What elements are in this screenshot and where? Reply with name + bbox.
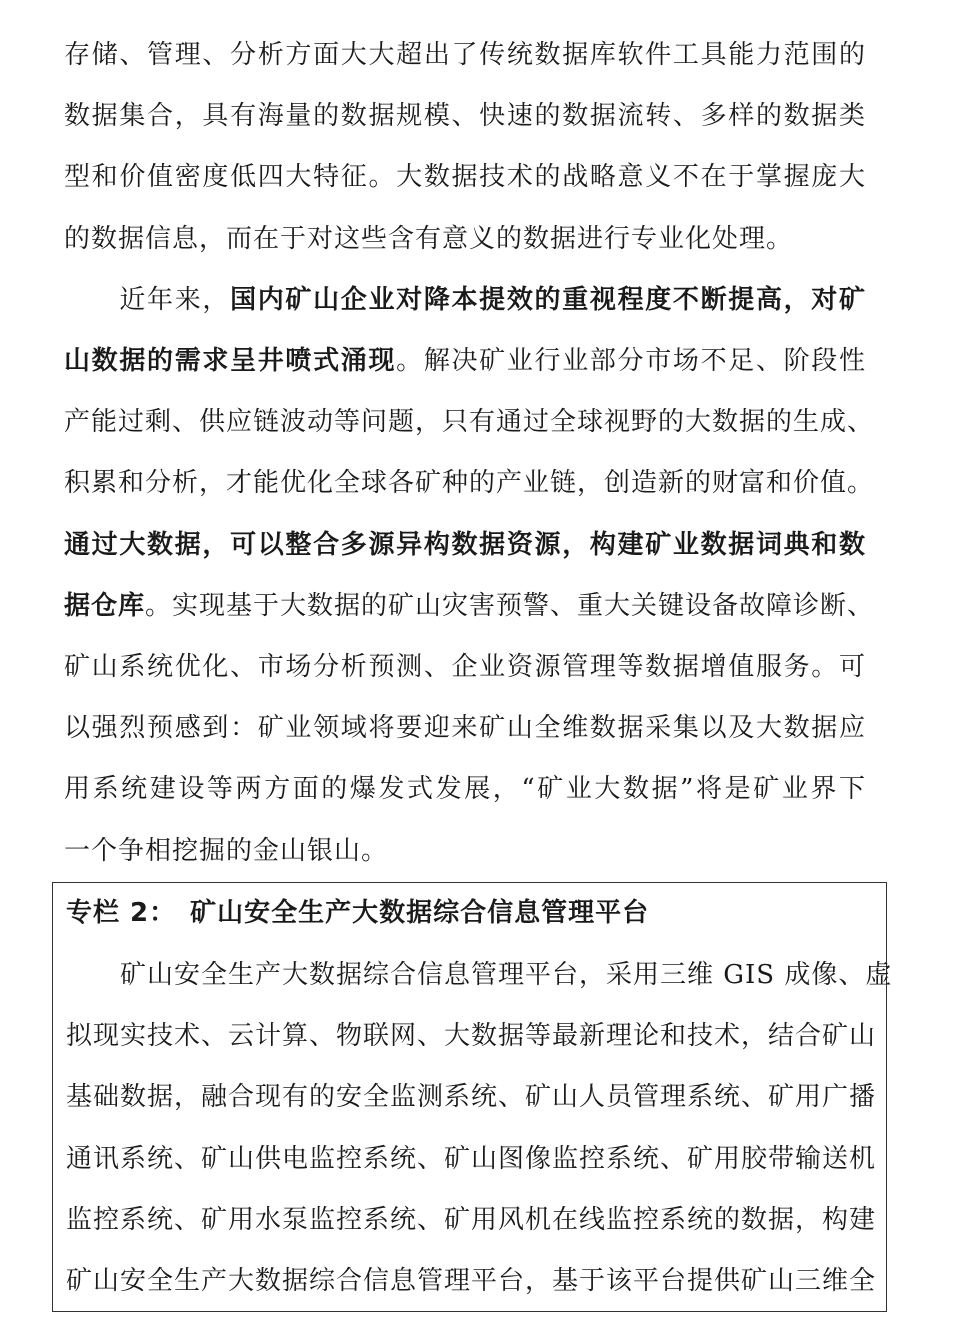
box-paragraph-line: 矿山安全生产大数据综合信息管理平台，基于该平台提供矿山三维全 [66, 1266, 877, 1296]
bold-text-segment: 国内矿山企业对降本提效的重视程度不断提高，对矿 [230, 284, 866, 315]
text-segment: 数据集合，具有海量的数据规模、快速的数据流转、多样的数据类 [64, 101, 866, 132]
paragraph-line [64, 402, 875, 442]
paragraph-line [64, 708, 866, 748]
bold-text-segment: 山数据的需求呈井喷式涌现 [64, 346, 397, 376]
text-segment: 。解决矿业行业部分市场不足、阶段性 [396, 346, 866, 376]
paragraph-line [64, 586, 875, 626]
box-paragraph-line: 拟现实技术、云计算、物联网、大数据等最新理论和技术，结合矿山 [66, 1021, 877, 1052]
paragraph-line [64, 463, 875, 503]
paragraph-line [64, 341, 866, 381]
text-segment: 近年来， [64, 284, 231, 315]
box-title: 专栏 2： 矿山安全生产大数据综合信息管理平台 [66, 898, 650, 928]
paragraph-line [64, 769, 866, 809]
text-segment: 积累和分析，才能优化全球各矿种的产业链，创造新的财富和价值。 [64, 468, 875, 499]
paragraph-line [64, 157, 866, 197]
box-paragraph-line: 基础数据，融合现有的安全监测系统、矿山人员管理系统、矿用广播 [66, 1082, 877, 1113]
paragraph-line [64, 647, 866, 687]
paragraph-line [64, 35, 866, 75]
bold-text-segment: 通过大数据，可以整合多源异构数据资源，构建矿业数据词典和数 [64, 529, 866, 560]
text-segment: 一个争相挖掘的金山银山。 [64, 835, 389, 866]
text-segment: 的数据信息，而在于对这些含有意义的数据进行专业化处理。 [64, 223, 794, 254]
text-segment: 型和价值密度低四大特征。大数据技术的战略意义不在于掌握庞大 [64, 162, 866, 193]
paragraph-line [64, 831, 866, 871]
paragraph-line [64, 219, 866, 259]
text-segment: 用系统建设等两方面的爆发式发展，“矿业大数据”将是矿业界下 [64, 774, 866, 805]
box-paragraph-line: 矿山安全生产大数据综合信息管理平台，采用三维 GIS 成像、虚 [66, 960, 893, 990]
text-segment: 。实现基于大数据的矿山灾害预警、重大关键设备故障诊断、 [145, 590, 875, 621]
text-segment: 存储、管理、分析方面大大超出了传统数据库软件工具能力范围的 [64, 40, 866, 70]
paragraph-line [64, 96, 866, 136]
text-segment: 以强烈预感到：矿业领域将要迎来矿山全维数据采集以及大数据应 [64, 713, 866, 744]
text-segment: 产能过剩、供应链波动等问题，只有通过全球视野的大数据的生成、 [64, 407, 875, 438]
box-paragraph-line: 通讯系统、矿山供电监控系统、矿山图像监控系统、矿用胶带输送机 [66, 1143, 877, 1174]
paragraph-line [64, 525, 866, 565]
box-paragraph-line: 监控系统、矿用水泵监控系统、矿用风机在线监控系统的数据，构建 [66, 1204, 877, 1235]
bold-text-segment: 据仓库 [64, 590, 146, 621]
paragraph-line [64, 280, 866, 320]
text-segment: 矿山系统优化、市场分析预测、企业资源管理等数据增值服务。可 [64, 652, 866, 682]
